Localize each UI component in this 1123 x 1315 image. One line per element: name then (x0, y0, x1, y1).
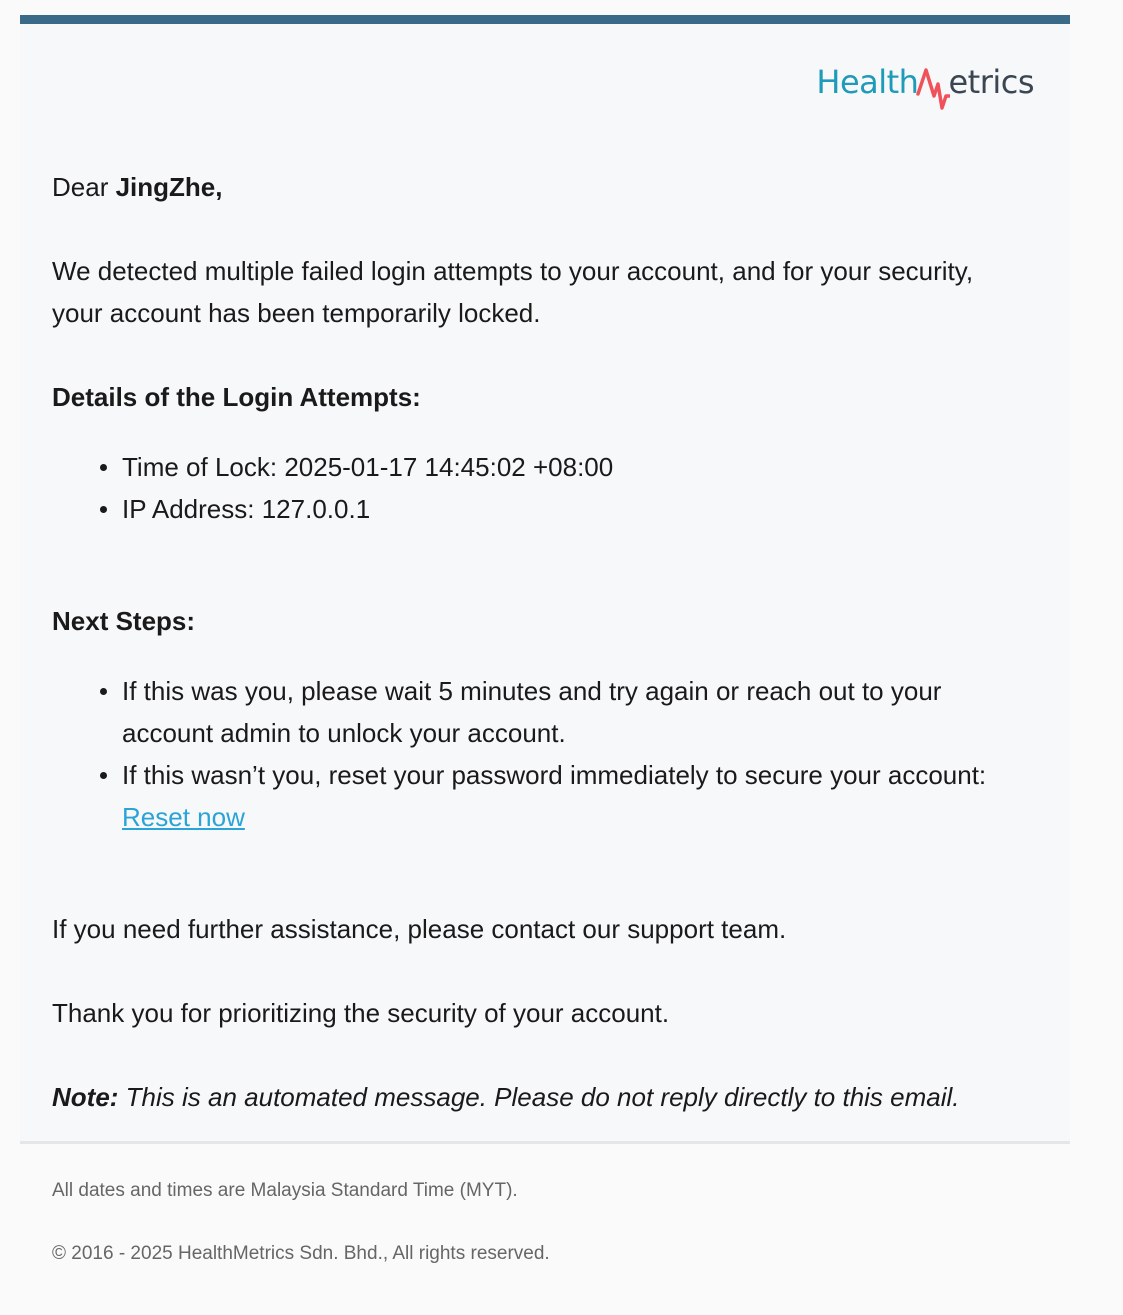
detail-item-time-of-lock (122, 446, 1032, 488)
recipient-name: JingZhe, (115, 172, 223, 202)
next-steps-list (52, 670, 1032, 838)
next-step-item (122, 754, 1032, 838)
note-label: Note: (52, 1082, 119, 1112)
detail-label: Time of Lock: (122, 452, 285, 482)
next-steps-heading: Next Steps: (52, 606, 196, 636)
details-heading: Details of the Login Attempts: (52, 382, 421, 412)
greeting (52, 166, 222, 208)
details-list (52, 446, 1032, 530)
next-step-item (122, 670, 1032, 754)
reset-now-link[interactable]: Reset now (122, 802, 245, 832)
intro-paragraph: We detected multiple failed login attempts to your account, and for your security, your account has been temporarily locked. (52, 256, 974, 328)
copyright-notice: © 2016 - 2025 HealthMetrics Sdn. Bhd., All rights reserved. (52, 1243, 550, 1264)
logo-text-metrics: etrics (948, 63, 1034, 101)
logo-text-health: Health (816, 63, 919, 101)
detail-value: 2025-01-17 14:45:02 +08:00 (284, 452, 614, 482)
healthmetrics-logo (816, 64, 1034, 100)
top-accent-bar (20, 15, 1070, 24)
detail-label: IP Address: (122, 494, 262, 524)
pulse-m-icon (918, 64, 948, 100)
timezone-notice: All dates and times are Malaysia Standard Time (MYT). (52, 1180, 518, 1201)
email-container (20, 15, 1070, 1314)
detail-value: 127.0.0.1 (261, 494, 371, 524)
next-step-text: If this wasn’t you, reset your password immediately to secure your account: (122, 760, 987, 790)
note-text: This is an automated message. Please do not reply directly to this email. (118, 1082, 960, 1112)
thanks-paragraph: Thank you for prioritizing the security of your account. (52, 998, 670, 1028)
greeting-prefix: Dear (52, 172, 116, 202)
email-body-card (20, 24, 1070, 1141)
email-footer (20, 1144, 1070, 1314)
brand-logo (816, 64, 1034, 120)
next-step-text: If this was you, please wait 5 minutes and try again or reach out to your account admin to unlock your account. (122, 676, 942, 748)
automated-note (52, 1076, 960, 1118)
detail-item-ip-address (122, 488, 1032, 530)
assistance-paragraph: If you need further assistance, please contact our support team. (52, 914, 787, 944)
